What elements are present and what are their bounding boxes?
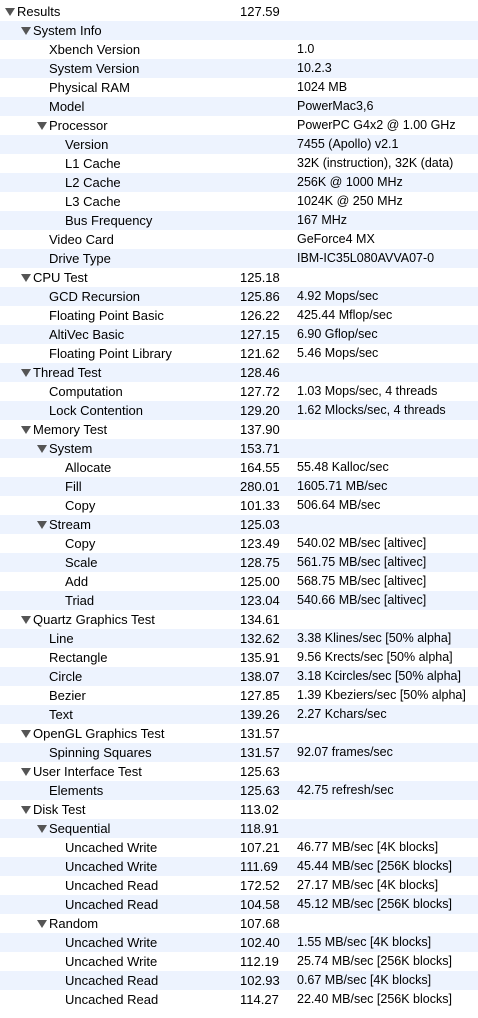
disclosure-triangle-icon[interactable] xyxy=(37,920,47,928)
row-result: IBM-IC35L080AVVA07-0 xyxy=(297,251,435,265)
row-label: Spinning Squares xyxy=(49,745,152,760)
disclosure-triangle-icon[interactable] xyxy=(5,8,15,16)
row-result: 10.2.3 xyxy=(297,61,332,75)
tree-row-xbench-version[interactable] xyxy=(0,40,478,59)
row-score: 111.69 xyxy=(240,859,278,874)
row-label: Lock Contention xyxy=(49,403,143,418)
tree-row-uncached-read[interactable] xyxy=(0,876,478,895)
disclosure-triangle-icon[interactable] xyxy=(21,616,31,624)
row-label: Uncached Read xyxy=(65,992,159,1007)
row-label: Xbench Version xyxy=(49,42,141,57)
row-result: 42.75 refresh/sec xyxy=(297,783,394,797)
row-score: 127.15 xyxy=(240,327,280,342)
row-label: Version xyxy=(65,137,109,152)
row-result: 256K @ 1000 MHz xyxy=(297,175,403,189)
row-label: Add xyxy=(65,574,89,589)
tree-row-scale[interactable] xyxy=(0,553,478,572)
row-label: Uncached Write xyxy=(65,935,158,950)
tree-row-bus-frequency[interactable] xyxy=(0,211,478,230)
row-result: 1.0 xyxy=(297,42,315,56)
tree-row-opengl-graphics-test[interactable] xyxy=(0,724,478,743)
tree-row-stream[interactable] xyxy=(0,515,478,534)
row-result: 167 MHz xyxy=(297,213,348,227)
tree-row-system-version[interactable] xyxy=(0,59,478,78)
row-label: Results xyxy=(17,4,61,19)
row-label: Bus Frequency xyxy=(65,213,153,228)
row-score: 107.68 xyxy=(240,916,280,931)
row-score: 102.40 xyxy=(240,935,280,950)
row-label: Random xyxy=(49,916,99,931)
row-label: Text xyxy=(49,707,73,722)
row-score: 164.55 xyxy=(240,460,280,475)
row-label: GCD Recursion xyxy=(49,289,141,304)
row-label: Uncached Read xyxy=(65,973,159,988)
row-score: 123.49 xyxy=(240,536,280,551)
row-score: 127.59 xyxy=(240,4,280,19)
tree-row-triad[interactable] xyxy=(0,591,478,610)
row-result: 55.48 Kalloc/sec xyxy=(297,460,389,474)
row-label: Circle xyxy=(49,669,83,684)
row-label: System Version xyxy=(49,61,140,76)
tree-row-model[interactable] xyxy=(0,97,478,116)
row-score: 125.18 xyxy=(240,270,280,285)
row-result: 45.12 MB/sec [256K blocks] xyxy=(297,897,452,911)
row-label: Bezier xyxy=(49,688,86,703)
row-label: Elements xyxy=(49,783,104,798)
row-result: 1.55 MB/sec [4K blocks] xyxy=(297,935,432,949)
tree-row-l1-cache[interactable] xyxy=(0,154,478,173)
tree-row-floating-point-library[interactable] xyxy=(0,344,478,363)
row-label: Allocate xyxy=(65,460,112,475)
row-label: Physical RAM xyxy=(49,80,130,95)
row-label: Rectangle xyxy=(49,650,108,665)
row-score: 125.86 xyxy=(240,289,280,304)
row-result: 1024 MB xyxy=(297,80,348,94)
row-score: 121.62 xyxy=(240,346,280,361)
disclosure-triangle-icon[interactable] xyxy=(21,426,31,434)
disclosure-triangle-icon[interactable] xyxy=(37,521,47,529)
row-label: Uncached Write xyxy=(65,859,158,874)
row-label: L1 Cache xyxy=(65,156,121,171)
tree-row-uncached-write[interactable] xyxy=(0,933,478,952)
row-score: 102.93 xyxy=(240,973,280,988)
tree-row-uncached-read[interactable] xyxy=(0,971,478,990)
tree-row-elements[interactable] xyxy=(0,781,478,800)
row-result: 22.40 MB/sec [256K blocks] xyxy=(297,992,452,1006)
row-label: Fill xyxy=(65,479,82,494)
row-label: Video Card xyxy=(49,232,114,247)
row-result: 1605.71 MB/sec xyxy=(297,479,388,493)
tree-row-memory-test[interactable] xyxy=(0,420,478,439)
row-score: 138.07 xyxy=(240,669,280,684)
row-score: 104.58 xyxy=(240,897,280,912)
row-score: 112.19 xyxy=(240,954,279,969)
tree-row-disk-test[interactable] xyxy=(0,800,478,819)
row-label: Processor xyxy=(49,118,108,133)
row-label: System Info xyxy=(33,23,102,38)
row-result: 540.02 MB/sec [altivec] xyxy=(297,536,427,550)
tree-row-uncached-read[interactable] xyxy=(0,990,478,1009)
tree-row-quartz-graphics-test[interactable] xyxy=(0,610,478,629)
tree-row-computation[interactable] xyxy=(0,382,478,401)
tree-row-video-card[interactable] xyxy=(0,230,478,249)
row-label: User Interface Test xyxy=(33,764,142,779)
row-score: 125.00 xyxy=(240,574,280,589)
row-label: Uncached Write xyxy=(65,954,158,969)
row-label: Thread Test xyxy=(33,365,102,380)
tree-row-line[interactable] xyxy=(0,629,478,648)
row-result: 1.62 Mlocks/sec, 4 threads xyxy=(297,403,446,417)
tree-row-random[interactable] xyxy=(0,914,478,933)
row-label: Computation xyxy=(49,384,123,399)
row-score: 127.72 xyxy=(240,384,280,399)
row-result: 5.46 Mops/sec xyxy=(297,346,379,360)
tree-row-thread-test[interactable] xyxy=(0,363,478,382)
row-score: 125.63 xyxy=(240,764,280,779)
row-result: 7455 (Apollo) v2.1 xyxy=(297,137,399,151)
tree-row-text[interactable] xyxy=(0,705,478,724)
tree-row-rectangle[interactable] xyxy=(0,648,478,667)
tree-row-bezier[interactable] xyxy=(0,686,478,705)
tree-row-copy[interactable] xyxy=(0,496,478,515)
tree-row-uncached-write[interactable] xyxy=(0,838,478,857)
row-score: 101.33 xyxy=(240,498,280,513)
tree-row-drive-type[interactable] xyxy=(0,249,478,268)
row-label: Line xyxy=(49,631,74,646)
tree-row-cpu-test[interactable] xyxy=(0,268,478,287)
tree-row-lock-contention[interactable] xyxy=(0,401,478,420)
tree-row-floating-point-basic[interactable] xyxy=(0,306,478,325)
row-score: 114.27 xyxy=(240,992,279,1007)
tree-row-gcd-recursion[interactable] xyxy=(0,287,478,306)
row-score: 131.57 xyxy=(240,726,280,741)
row-result: 46.77 MB/sec [4K blocks] xyxy=(297,840,439,854)
tree-row-version[interactable] xyxy=(0,135,478,154)
disclosure-triangle-icon[interactable] xyxy=(21,730,31,738)
row-label: System xyxy=(49,441,93,456)
tree-row-l2-cache[interactable] xyxy=(0,173,478,192)
row-score: 128.46 xyxy=(240,365,280,380)
row-result: 1.39 Kbeziers/sec [50% alpha] xyxy=(297,688,466,702)
row-result: 506.64 MB/sec xyxy=(297,498,381,512)
tree-row-physical-ram[interactable] xyxy=(0,78,478,97)
row-result: 0.67 MB/sec [4K blocks] xyxy=(297,973,432,987)
row-label: CPU Test xyxy=(33,270,88,285)
row-label: OpenGL Graphics Test xyxy=(33,726,165,741)
tree-row-uncached-read[interactable] xyxy=(0,895,478,914)
row-label: Uncached Write xyxy=(65,840,158,855)
row-score: 132.62 xyxy=(240,631,280,646)
row-label: Uncached Read xyxy=(65,878,159,893)
row-score: 126.22 xyxy=(240,308,280,323)
row-label: AltiVec Basic xyxy=(49,327,125,342)
disclosure-triangle-icon[interactable] xyxy=(21,27,31,35)
tree-row-results[interactable] xyxy=(0,2,478,21)
row-score: 280.01 xyxy=(240,479,280,494)
row-result: 1024K @ 250 MHz xyxy=(297,194,403,208)
row-label: Scale xyxy=(65,555,98,570)
disclosure-triangle-icon[interactable] xyxy=(21,768,31,776)
row-score: 125.03 xyxy=(240,517,280,532)
tree-row-uncached-write[interactable] xyxy=(0,952,478,971)
disclosure-triangle-icon[interactable] xyxy=(21,806,31,814)
row-result: 1.03 Mops/sec, 4 threads xyxy=(297,384,438,398)
tree-row-processor[interactable] xyxy=(0,116,478,135)
tree-row-altivec-basic[interactable] xyxy=(0,325,478,344)
row-label: Drive Type xyxy=(49,251,111,266)
row-label: Disk Test xyxy=(33,802,86,817)
row-score: 123.04 xyxy=(240,593,280,608)
disclosure-triangle-icon[interactable] xyxy=(37,122,47,130)
row-label: Quartz Graphics Test xyxy=(33,612,155,627)
disclosure-triangle-icon[interactable] xyxy=(37,445,47,453)
row-result: 2.27 Kchars/sec xyxy=(297,707,387,721)
row-score: 127.85 xyxy=(240,688,280,703)
row-result: GeForce4 MX xyxy=(297,232,375,246)
row-score: 134.61 xyxy=(240,612,280,627)
row-score: 131.57 xyxy=(240,745,280,760)
tree-row-system-info[interactable] xyxy=(0,21,478,40)
row-score: 125.63 xyxy=(240,783,280,798)
tree-row-sequential[interactable] xyxy=(0,819,478,838)
row-score: 107.21 xyxy=(240,840,280,855)
row-result: 4.92 Mops/sec xyxy=(297,289,379,303)
disclosure-triangle-icon[interactable] xyxy=(21,369,31,377)
tree-row-system[interactable] xyxy=(0,439,478,458)
row-label: L2 Cache xyxy=(65,175,121,190)
row-label: Floating Point Basic xyxy=(49,308,164,323)
disclosure-triangle-icon[interactable] xyxy=(21,274,31,282)
row-score: 128.75 xyxy=(240,555,280,570)
row-label: Stream xyxy=(49,517,91,532)
row-result: 92.07 frames/sec xyxy=(297,745,393,759)
row-result: 561.75 MB/sec [altivec] xyxy=(297,555,427,569)
tree-row-uncached-write[interactable] xyxy=(0,857,478,876)
tree-row-allocate[interactable] xyxy=(0,458,478,477)
tree-row-fill[interactable] xyxy=(0,477,478,496)
row-score: 137.90 xyxy=(240,422,280,437)
row-result: 3.18 Kcircles/sec [50% alpha] xyxy=(297,669,461,683)
row-result: PowerMac3,6 xyxy=(297,99,374,113)
tree-row-add[interactable] xyxy=(0,572,478,591)
row-result: 6.90 Gflop/sec xyxy=(297,327,378,341)
row-label: Triad xyxy=(65,593,95,608)
tree-row-circle[interactable] xyxy=(0,667,478,686)
row-result: 540.66 MB/sec [altivec] xyxy=(297,593,427,607)
disclosure-triangle-icon[interactable] xyxy=(37,825,47,833)
row-score: 135.91 xyxy=(240,650,280,665)
row-score: 153.71 xyxy=(240,441,280,456)
row-result: 9.56 Krects/sec [50% alpha] xyxy=(297,650,453,664)
row-label: Uncached Read xyxy=(65,897,159,912)
tree-row-l3-cache[interactable] xyxy=(0,192,478,211)
row-score: 172.52 xyxy=(240,878,280,893)
row-label: Sequential xyxy=(49,821,111,836)
row-result: 425.44 Mflop/sec xyxy=(297,308,393,322)
row-label: Floating Point Library xyxy=(49,346,172,361)
row-label: Memory Test xyxy=(33,422,108,437)
row-label: Copy xyxy=(65,536,96,551)
row-score: 139.26 xyxy=(240,707,280,722)
row-score: 118.91 xyxy=(240,821,279,836)
row-result: 32K (instruction), 32K (data) xyxy=(297,156,454,170)
row-result: 568.75 MB/sec [altivec] xyxy=(297,574,427,588)
row-result: 45.44 MB/sec [256K blocks] xyxy=(297,859,452,873)
row-label: L3 Cache xyxy=(65,194,121,209)
row-result: 3.38 Klines/sec [50% alpha] xyxy=(297,631,452,645)
row-label: Copy xyxy=(65,498,96,513)
tree-row-copy[interactable] xyxy=(0,534,478,553)
tree-row-spinning-squares[interactable] xyxy=(0,743,478,762)
row-label: Model xyxy=(49,99,85,114)
row-score: 113.02 xyxy=(240,802,279,817)
row-result: PowerPC G4x2 @ 1.00 GHz xyxy=(297,118,456,132)
row-score: 129.20 xyxy=(240,403,280,418)
row-result: 27.17 MB/sec [4K blocks] xyxy=(297,878,439,892)
row-result: 25.74 MB/sec [256K blocks] xyxy=(297,954,452,968)
tree-row-user-interface-test[interactable] xyxy=(0,762,478,781)
